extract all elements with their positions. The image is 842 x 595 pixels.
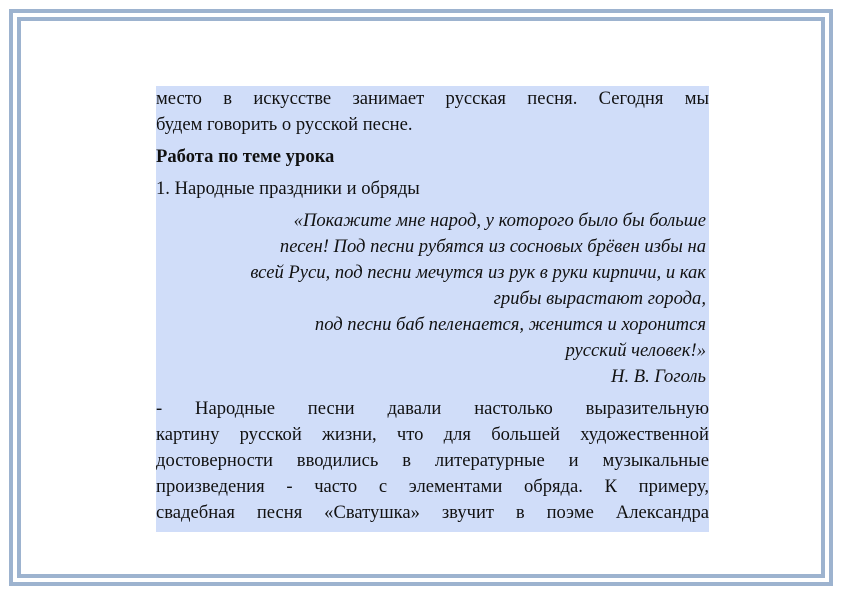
body-line-4: произведения - часто с элементами обряда. К примеру, [156, 476, 709, 497]
body-paragraph [156, 396, 709, 526]
intro-line-1: место в искусстве занимает русская песня. Сегодня мы [156, 88, 709, 109]
intro-paragraph [156, 86, 709, 138]
quote-line-3: всей Руси, под песни мечутся из рук в руки кирпичи, и как [250, 262, 706, 283]
quote-line-2: песен! Под песни рубятся из сосновых брёвен избы на [279, 236, 706, 257]
quote-line-6: русский человек!» [565, 340, 706, 361]
section-item: 1. Народные праздники и обряды [156, 178, 420, 199]
quote-line-1: «Покажите мне народ, у которого было бы больше [293, 210, 706, 231]
quote-line-5: под песни баб пеленается, женится и хоронится [314, 314, 706, 335]
body-line-2: картину русской жизни, что для большей художественной [156, 424, 709, 445]
body-line-3: достоверности вводились в литературные и музыкальные [156, 450, 709, 471]
quote-line-4: грибы вырастают города, [493, 288, 706, 309]
section-heading: Работа по теме урока [156, 146, 335, 167]
quote-paragraph [156, 208, 709, 364]
intro-line-2: будем говорить о русской песне. [156, 114, 413, 135]
body-line-1: - Народные песни давали настолько выразительную [156, 398, 709, 419]
body-line-5: свадебная песня «Сватушка» звучит в поэме Александра [156, 502, 709, 523]
quote-author: Н. В. Гоголь [611, 366, 706, 387]
text-block [156, 86, 709, 532]
